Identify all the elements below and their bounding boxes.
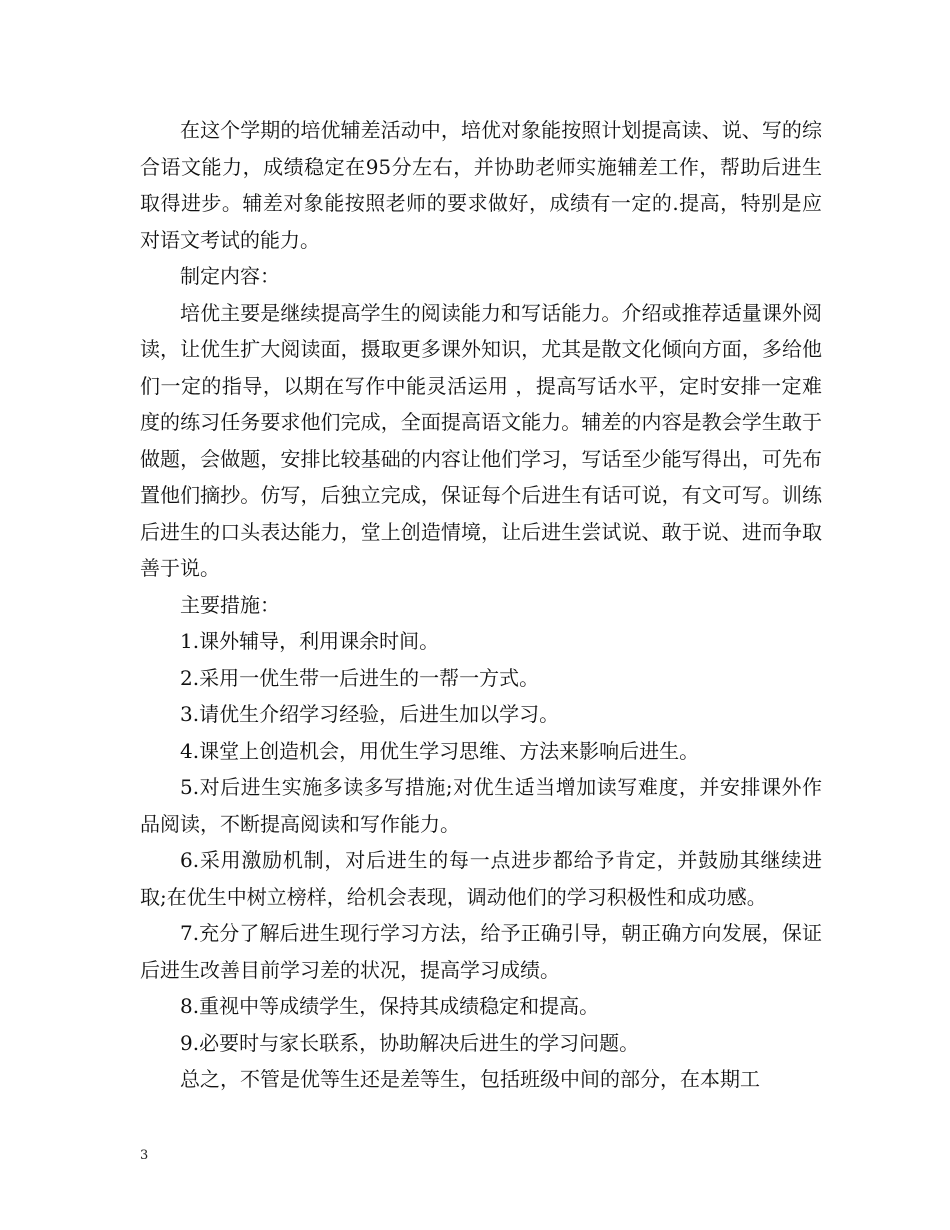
measure-item-3: 3.请优生介绍学习经验，后进生加以学习。 (180, 702, 560, 726)
measure-item-8: 8.重视中等成绩学生，保持其成绩稳定和提高。 (180, 994, 600, 1018)
measure-item-2: 2.采用一优生带一后进生的一帮一方式。 (180, 665, 540, 690)
section-heading-content: 制定内容： (180, 264, 280, 288)
measure-item-7: 7.充分了解后进生现行学习方法，给予正确引导，朝正确方向发展，保证后进生改善目前学习差的状况，提高学习成绩。 (140, 921, 822, 982)
page-number: 3 (140, 1148, 149, 1163)
paragraph-intro: 在这个学期的培优辅差活动中，培优对象能按照计划提高读、说、写的综合语文能力，成绩稳定在95分左右，并协助老师实施辅差工作，帮助后进生取得进步。辅差对象能按照老师的要求做好，成绩有一定的.提高，特别是应对语文考试的能力。 (140, 118, 822, 252)
measure-item-6: 6.采用激励机制，对后进生的每一点进步都给予肯定，并鼓励其继续进取;在优生中树立榜样，给机会表现，调动他们的学习积极性和成功感。 (140, 848, 822, 909)
measure-item-4: 4.课堂上创造机会，用优生学习思维、方法来影响后进生。 (180, 738, 700, 763)
measure-item-9: 9.必要时与家长联系，协助解决后进生的学习问题。 (180, 1030, 640, 1055)
document-body (140, 112, 822, 1098)
paragraph-content: 培优主要是继续提高学生的阅读能力和写话能力。介绍或推荐适量课外阅读，让优生扩大阅读面，摄取更多课外知识，尤其是散文化倾向方面，多给他们一定的指导，以期在写作中能灵活运用 ，提高写话水平，定时安排一定难度的练习任务要求他们完成，全面提高语文能力。辅差的内容是教会学生敢于做题，会做题，安排比较基础的内容让他们学习，写话至少能写得出，可先布置他们摘抄。仿写，后独立完成，保证每个后进生有话可说，有文可写。训练后进生的口头表达能力，堂上创造情境，让后进生尝试说、敢于说、进而争取善于说。 (140, 300, 822, 580)
measure-item-1: 1.课外辅导，利用课余时间。 (180, 629, 440, 653)
paragraph-conclusion: 总之，不管是优等生还是差等生，包括班级中间的部分，在本期工 (180, 1067, 760, 1091)
measure-item-5: 5.对后进生实施多读多写措施;对优生适当增加读写难度，并安排课外作品阅读，不断提高阅读和写作能力。 (140, 775, 822, 836)
section-heading-measures: 主要措施： (180, 592, 280, 617)
